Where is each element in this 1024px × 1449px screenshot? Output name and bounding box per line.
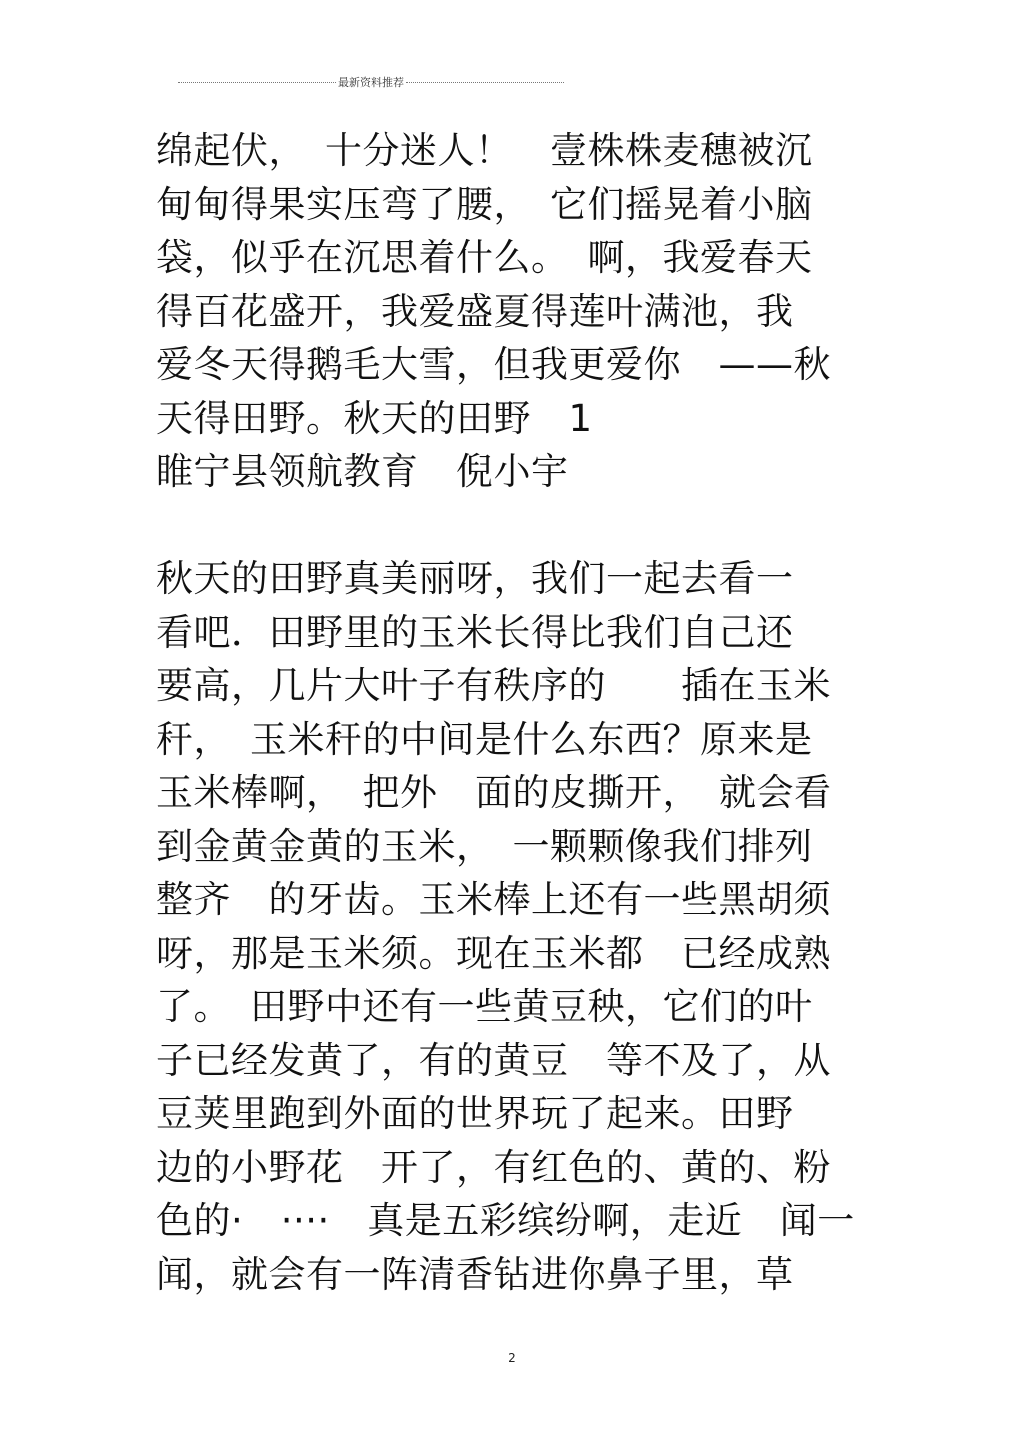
text-line: 天得田野。秋天的田野 1 — [156, 396, 593, 440]
text-line: 甸甸得果实压弯了腰， 它们摇晃着小脑 — [156, 182, 813, 226]
text-line: 整齐 的牙齿。玉米棒上还有一些黑胡须 — [156, 878, 831, 921]
text-line: 豆荚里跑到外面的世界玩了起来。田野 — [156, 1092, 794, 1135]
text-line: 秋天的田野真美丽呀，我们一起去看一 — [156, 557, 794, 600]
text-line: 了。 田野中还有一些黄豆秧，它们的叶 — [156, 985, 813, 1028]
text-line: 得百花盛开，我爱盛夏得莲叶满池，我 — [156, 289, 794, 333]
header-dotted-rule-right — [406, 82, 564, 83]
text-line: 袋，似乎在沉思着什么。 啊，我爱春天 — [156, 236, 813, 279]
text-line: 到金黄金黄的玉米， 一颗颗像我们排列 — [156, 824, 813, 868]
text-line: 看吧．田野里的玉米长得比我们自己还 — [156, 610, 794, 654]
text-line: 子已经发黄了，有的黄豆 等不及了，从 — [156, 1038, 831, 1082]
header-title: 最新资料推荐 — [338, 76, 404, 89]
text-line: 边的小野花 开了，有红色的、黄的、粉 — [156, 1145, 831, 1189]
page-number: 2 — [508, 1351, 516, 1365]
page-header — [178, 72, 564, 92]
body-text — [156, 124, 876, 1301]
text-line: 闻，就会有一阵清香钻进你鼻子里，草 — [156, 1252, 794, 1296]
text-line: 绵起伏， 十分迷人！ 壹株株麦穗被沉 — [156, 129, 813, 172]
text-line: 睢宁县领航教育 倪小宇 — [156, 450, 569, 493]
text-line: 要高，几片大叶子有秩序的 插在玉米 — [156, 664, 831, 707]
header-dotted-rule-left — [178, 82, 336, 83]
text-line: 呀，那是玉米须。现在玉米都 已经成熟 — [156, 931, 831, 975]
text-line: 色的· ···· 真是五彩缤纷啊，走近 闻一 — [156, 1199, 855, 1242]
text-line: 爱冬天得鹅毛大雪，但我更爱你 ——秋 — [156, 343, 831, 386]
text-line: 玉米棒啊， 把外 面的皮撕开， 就会看 — [156, 771, 832, 814]
blank-line — [156, 499, 876, 553]
text-line: 秆， 玉米秆的中间是什么东西？原来是 — [156, 717, 813, 761]
